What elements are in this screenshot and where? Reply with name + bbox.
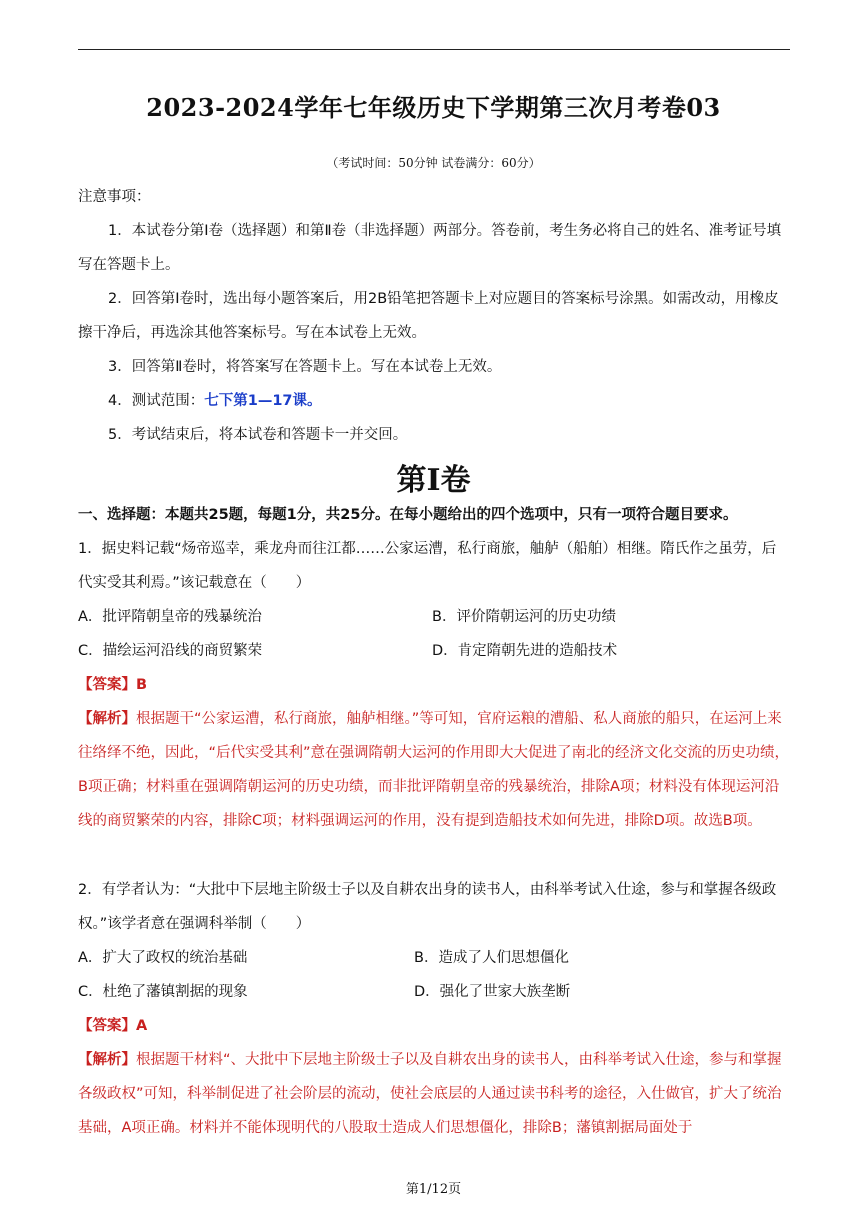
section-heading: 一、选择题：本题共25题，每题1分，共25分。在每小题给出的四个选项中，只有一项符合题目要求。 — [78, 507, 738, 523]
question-1-option-a: A．批评隋朝皇帝的残暴统治 — [78, 609, 262, 625]
question-2-option-a: A．扩大了政权的统治基础 — [78, 950, 248, 966]
notice-section — [78, 180, 790, 452]
notice-item-1: 1．本试卷分第Ⅰ卷（选择题）和第Ⅱ卷（非选择题）两部分。答卷前，考生务必将自己的姓名、准考证号填写在答题卡上。 — [78, 223, 782, 273]
question-1-option-d: D．肯定隋朝先进的造船技术 — [432, 643, 618, 659]
notice-heading: 注意事项： — [78, 189, 151, 205]
question-2-option-b: B．造成了人们思想僵化 — [414, 950, 569, 966]
question-1-option-c: C．描绘运河沿线的商贸繁荣 — [78, 643, 263, 659]
header-rule — [78, 49, 790, 50]
question-2-analysis-label: 【解析】 — [78, 1052, 136, 1068]
notice-item-3: 3．回答第Ⅱ卷时，将答案写在答题卡上。写在本试卷上无效。 — [108, 359, 502, 375]
question-2-answer: 【答案】A — [78, 1018, 148, 1034]
question-1-stem: 1．据史料记载“炀帝巡幸，乘龙舟而往江都……公家运漕，私行商旅，舳舻（船舶）相继。隋氏作之虽劳，后代实受其利焉。”该记载意在（ ） — [78, 541, 777, 591]
question-1-analysis-label: 【解析】 — [78, 711, 136, 727]
question-1-analysis — [78, 702, 790, 838]
question-1-options-row1 — [78, 600, 790, 634]
page-number: 第1/12页 — [405, 1182, 462, 1197]
question-1-answer: 【答案】B — [78, 677, 148, 693]
notice-item-2: 2．回答第Ⅰ卷时，选出每小题答案后，用2B铅笔把答题卡上对应题目的答案标号涂黑。如需改动，用橡皮擦干净后，再选涂其他答案标号。写在本试卷上无效。 — [78, 291, 779, 341]
question-1-option-b: B．评价隋朝运河的历史功绩 — [432, 609, 616, 625]
question-2-options-row1 — [78, 941, 790, 975]
test-scope: 七下第1—17课。 — [204, 393, 322, 409]
question-2-options-row2 — [78, 975, 790, 1009]
question-2-analysis — [78, 1043, 790, 1145]
question-2-analysis-text: 根据题干材料“、大批中下层地主阶级士子以及自耕农出身的读书人，由科举考试入仕途，参与和掌握各级政权”可知，科举制促进了社会阶层的流动，使社会底层的人通过读书科考的途径，入仕做官，扩大了统治基础，A项正确。材料并不能体现明代的八股取士造成人们思想僵化，排除B；藩镇割据局面处于 — [78, 1052, 782, 1136]
notice-item-5: 5．考试结束后，将本试卷和答题卡一并交回。 — [108, 427, 408, 443]
question-2-option-c: C．杜绝了藩镇割据的现象 — [78, 984, 248, 1000]
volume-title: 第Ⅰ卷 — [396, 463, 471, 498]
exam-title: 2023-2024学年七年级历史下学期第三次月考卷03 — [146, 93, 721, 122]
question-2-stem: 2．有学者认为：“大批中下层地主阶级士子以及自耕农出身的读书人，由科举考试入仕途，参与和掌握各级政权。”该学者意在强调科举制（ ） — [78, 882, 777, 932]
question-1-analysis-text: 根据题干“公家运漕，私行商旅，舳舻相继。”等可知，官府运粮的漕船、私人商旅的船只，在运河上来往络绎不绝，因此，“后代实受其利”意在强调隋朝大运河的作用即大大促进了南北的经济文化交流的历史功绩，B项正确；材料重在强调隋朝运河的历史功绩，而非批评隋朝皇帝的残暴统治，排除A项；材料没有体现运河沿线的商贸繁荣的内容，排除C项；材料强调运河的作用，没有提到造船技术如何先进，排除D项。故选B项。 — [78, 711, 790, 829]
question-2-option-d: D．强化了世家大族垄断 — [414, 984, 571, 1000]
exam-subtitle: （考试时间：50分钟 试卷满分：60分） — [326, 156, 541, 170]
notice-item-4 — [78, 384, 790, 418]
question-1-options-row2 — [78, 634, 790, 668]
notice-item-4-label: 4．测试范围： — [108, 393, 205, 409]
